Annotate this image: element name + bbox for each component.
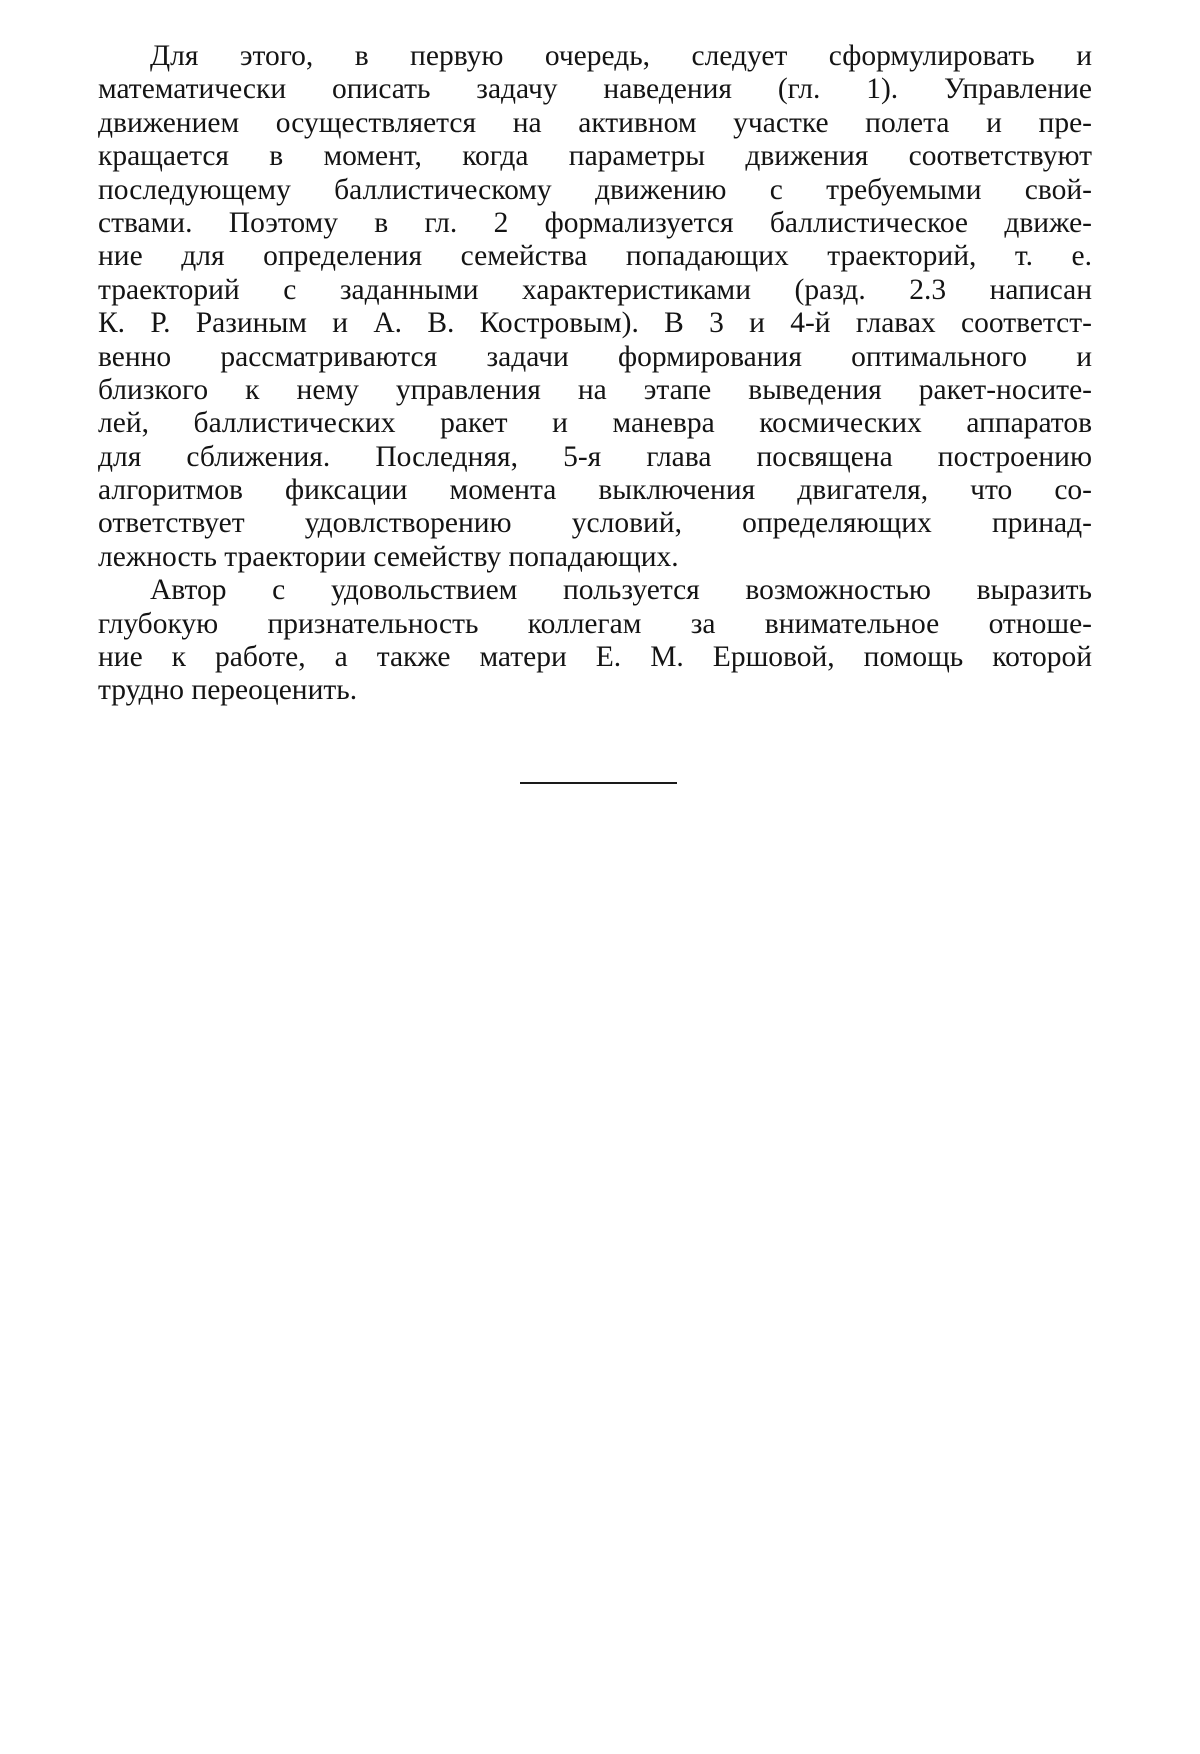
text-line: траекторий с заданными характеристиками (разд. 2.3 написан xyxy=(98,273,1092,306)
text-line: трудно переоценить. xyxy=(98,674,358,707)
body-text xyxy=(98,40,1092,708)
text-line: Автор с удовольствием пользуется возможностью выразить xyxy=(150,574,1092,607)
text-line: Для этого, в первую очередь, следует сформулировать и xyxy=(150,40,1092,72)
text-line: близкого к нему управления на этапе выведения ракет-носите- xyxy=(98,373,1092,406)
text-line: алгоритмов фиксации момента выключения двигателя, что со- xyxy=(98,474,1092,507)
text-line: К. Р. Разиным и А. В. Костровым). В 3 и 4-й главах соответст- xyxy=(98,307,1092,340)
section-end-rule xyxy=(520,782,677,784)
text-line: лежность траектории семейству попадающих. xyxy=(98,540,679,573)
paragraph-2 xyxy=(98,574,1092,708)
text-line: ствами. Поэтому в гл. 2 формализуется баллистическое движе- xyxy=(98,206,1092,239)
paragraph-1 xyxy=(98,40,1092,574)
text-line: глубокую признательность коллегам за внимательное отноше- xyxy=(98,607,1092,640)
text-line: ответствует удовлстворению условий, определяющих принад- xyxy=(98,507,1092,540)
text-line: лей, баллистических ракет и маневра космических аппаратов xyxy=(98,407,1092,440)
text-line: кращается в момент, когда параметры движения соответствуют xyxy=(98,140,1092,173)
text-line: ние для определения семейства попадающих траекторий, т. е. xyxy=(98,240,1092,273)
text-line: для сближения. Последняя, 5-я глава посвящена построению xyxy=(98,440,1092,473)
text-line: ние к работе, а также матери Е. М. Ершовой, помощь которой xyxy=(98,641,1092,674)
text-line: венно рассматриваются задачи формирования оптимального и xyxy=(98,340,1092,373)
text-line: движением осуществляется на активном участке полета и пре- xyxy=(98,106,1092,139)
text-line: последующему баллистическому движению с требуемыми свой- xyxy=(98,173,1092,206)
text-line: математически описать задачу наведения (гл. 1). Управление xyxy=(98,73,1092,106)
